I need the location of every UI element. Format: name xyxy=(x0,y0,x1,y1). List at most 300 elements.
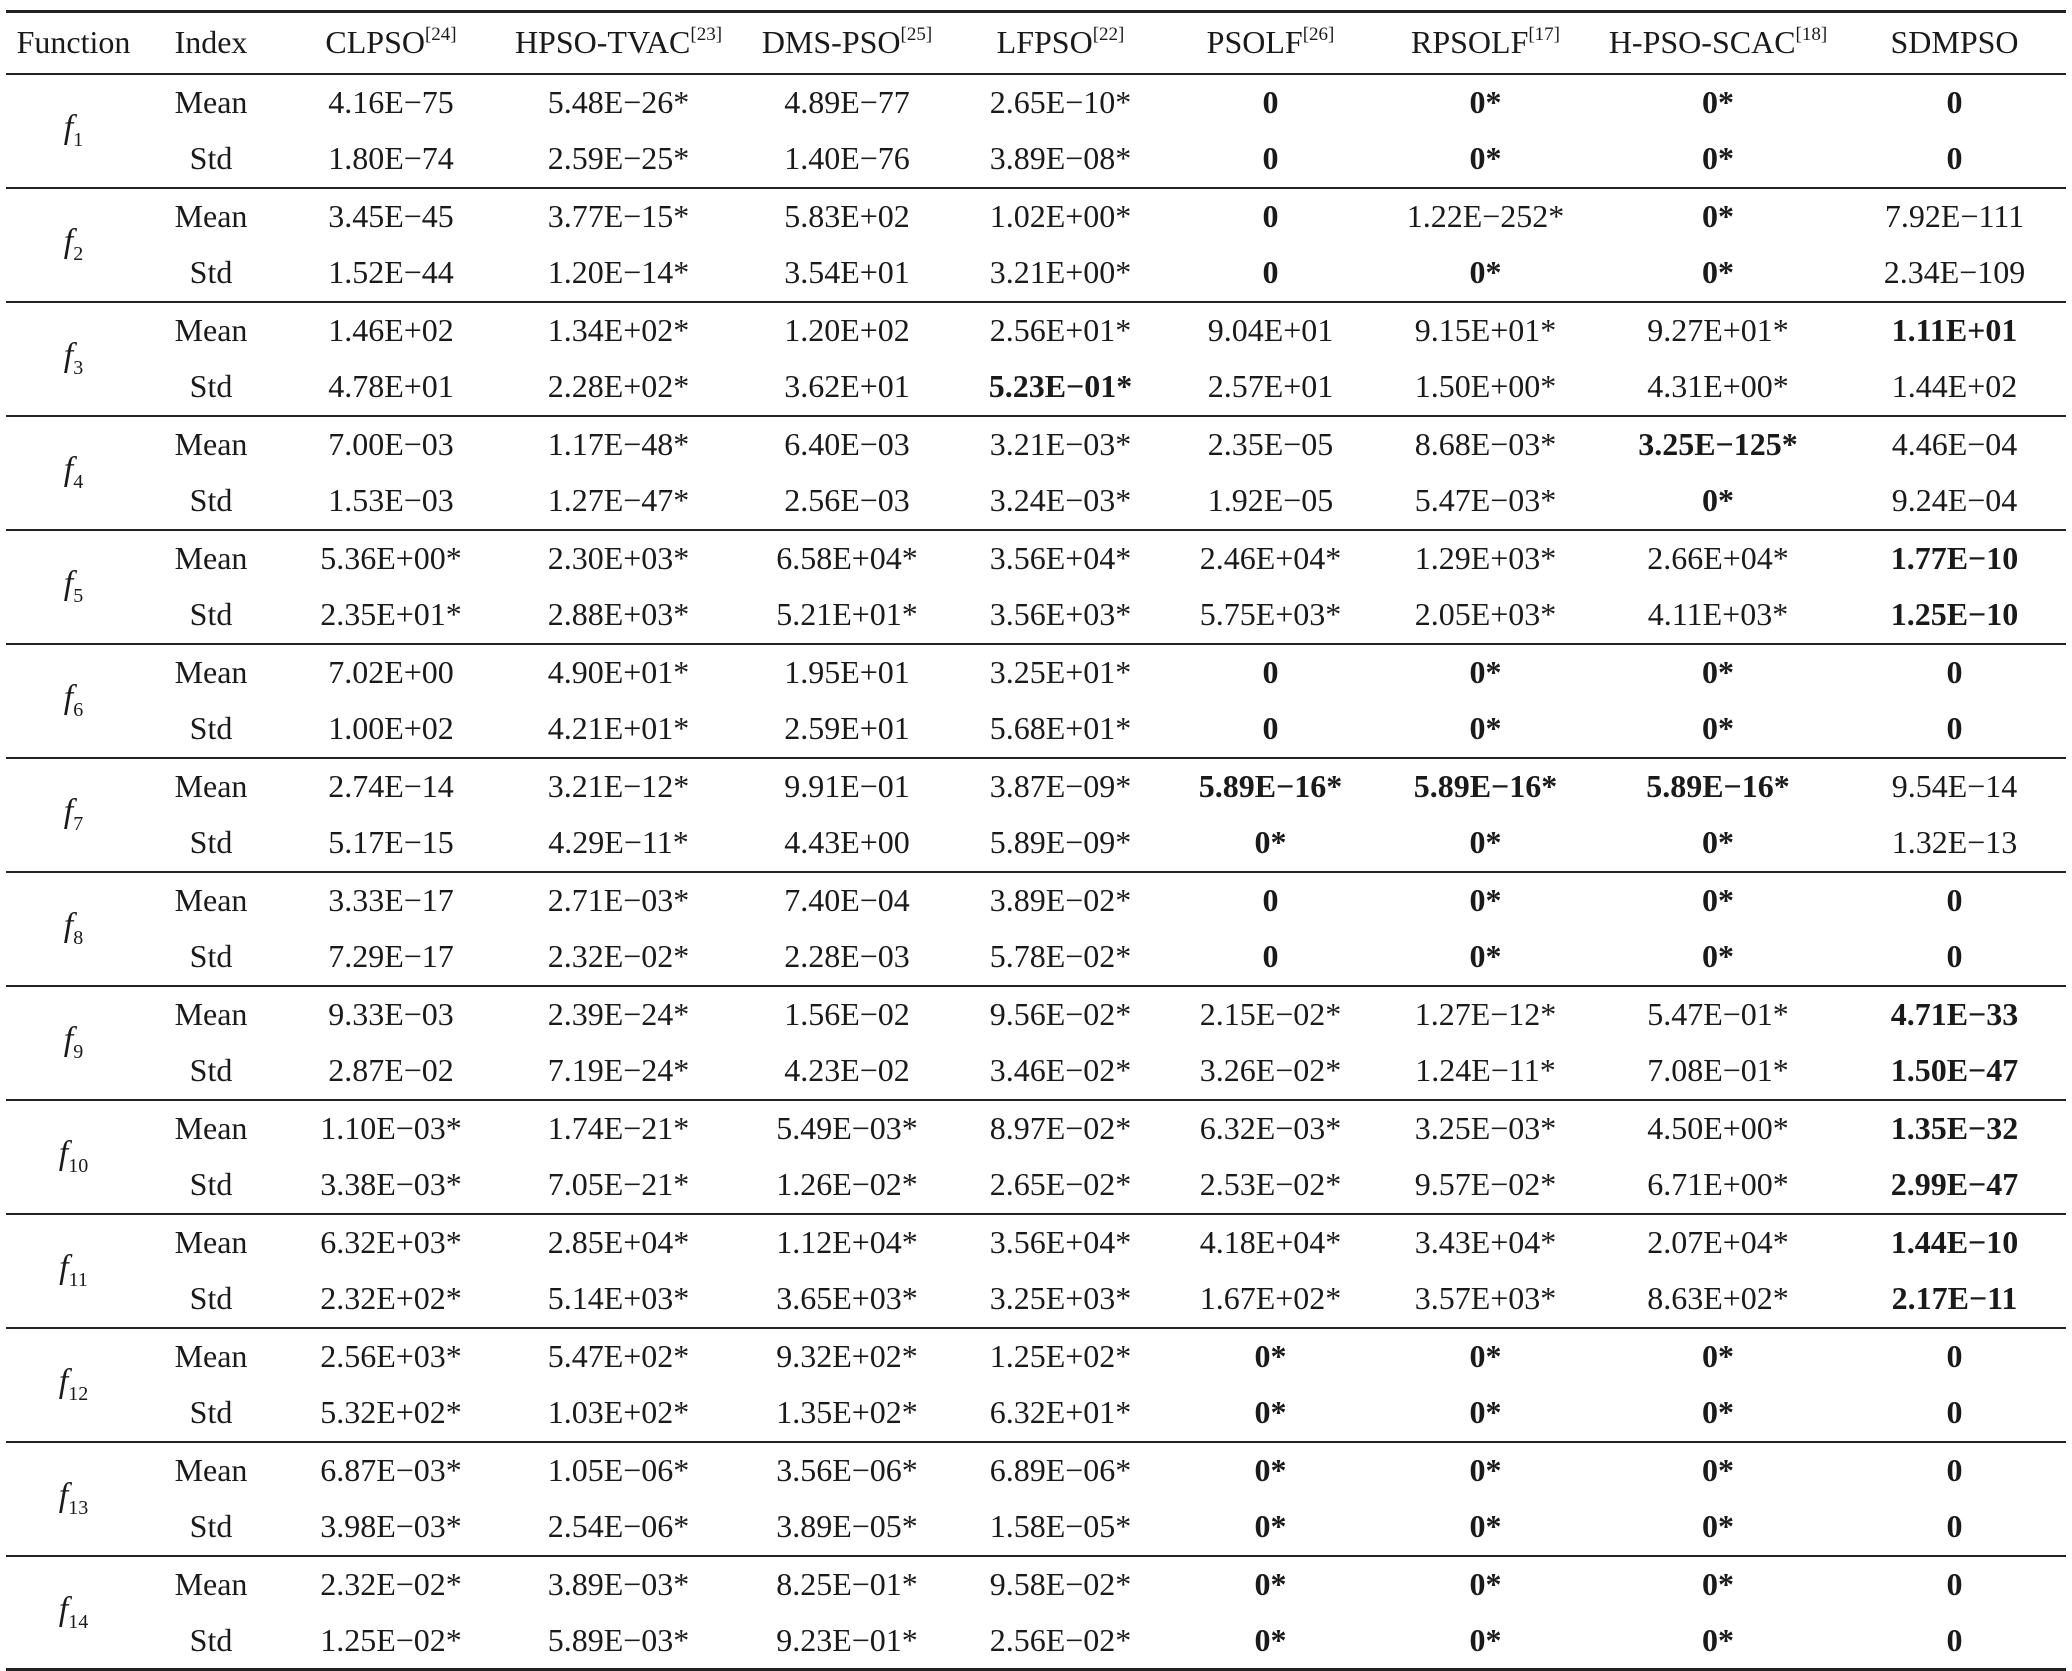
value-cell: 2.15E−02* xyxy=(1199,996,1342,1032)
value-cell: 5.36E+00* xyxy=(320,540,462,576)
value-cell: 1.24E−11* xyxy=(1378,1043,1593,1100)
table-row xyxy=(6,188,2066,245)
best-value: 0* xyxy=(1254,1394,1287,1430)
best-value: 0* xyxy=(1469,824,1502,860)
index-cell: Mean xyxy=(174,426,248,462)
index-cell: Mean xyxy=(174,1224,248,1260)
index-cell: Mean xyxy=(174,540,248,576)
value-cell: 2.71E−03* xyxy=(547,882,690,918)
value-cell: 5.89E−03* xyxy=(501,1613,736,1670)
column-header-index xyxy=(141,12,281,74)
index-cell: Std xyxy=(141,245,281,302)
value-cell: 3.89E−05* xyxy=(736,1499,958,1556)
column-header-clpso xyxy=(281,12,501,74)
value-cell xyxy=(1163,872,1378,929)
best-value: 1.50E−47 xyxy=(1890,1052,2019,1088)
value-cell xyxy=(1593,188,1843,245)
table-row xyxy=(6,1556,2066,1613)
best-value: 0* xyxy=(1702,710,1734,746)
function-subscript: 6 xyxy=(73,699,84,721)
best-value: 5.23E−01* xyxy=(988,368,1133,404)
value-cell: 6.71E+00* xyxy=(1593,1157,1843,1214)
value-cell: 1.17E−48* xyxy=(547,426,690,462)
value-cell xyxy=(1163,701,1378,758)
function-symbol: f xyxy=(58,1590,69,1628)
value-cell: 1.53E−03 xyxy=(281,473,501,530)
best-value: 0* xyxy=(1469,882,1502,918)
value-cell xyxy=(1843,1271,2066,1328)
value-cell: 1.58E−05* xyxy=(958,1499,1163,1556)
best-value: 0* xyxy=(1469,1566,1502,1602)
table-row xyxy=(6,302,2066,359)
function-subscript: 14 xyxy=(68,1610,89,1633)
value-cell: 3.65E+03* xyxy=(736,1271,958,1328)
value-cell: 7.29E−17 xyxy=(281,929,501,986)
table-row xyxy=(6,872,2066,929)
value-cell: 5.75E+03* xyxy=(1163,587,1378,644)
best-value: 4.71E−33 xyxy=(1890,996,2019,1032)
best-value: 0* xyxy=(1702,84,1734,120)
function-subscript: 9 xyxy=(73,1041,84,1063)
value-cell xyxy=(958,359,1163,416)
function-label xyxy=(6,416,141,530)
value-cell: 3.21E−12* xyxy=(547,768,690,804)
value-cell: 4.90E+01* xyxy=(547,654,690,690)
index-cell: Std xyxy=(141,1385,281,1442)
value-cell: 9.15E+01* xyxy=(1414,312,1557,348)
value-cell: 3.21E−03* xyxy=(989,426,1132,462)
value-cell: 7.19E−24* xyxy=(501,1043,736,1100)
value-cell: 1.35E+02* xyxy=(736,1385,958,1442)
value-cell: 1.50E+00* xyxy=(1378,359,1593,416)
value-cell xyxy=(1843,302,2066,359)
table-row xyxy=(6,1385,2066,1442)
table-row xyxy=(6,1613,2066,1670)
value-cell xyxy=(1843,1100,2066,1157)
value-cell: 5.14E+03* xyxy=(501,1271,736,1328)
index-cell: Std xyxy=(141,359,281,416)
value-cell xyxy=(1843,1442,2066,1499)
column-header-lfpso xyxy=(958,12,1163,74)
best-value: 0* xyxy=(1702,1452,1734,1488)
value-cell: 2.35E+01* xyxy=(281,587,501,644)
best-value: 0* xyxy=(1469,1394,1502,1430)
best-value: 0* xyxy=(1469,84,1502,120)
column-header-label: SDMPSO xyxy=(1890,24,2019,61)
value-cell: 4.29E−11* xyxy=(501,815,736,872)
function-label xyxy=(6,986,141,1100)
value-cell xyxy=(1593,1328,1843,1385)
value-cell xyxy=(1163,1442,1378,1499)
value-cell: 2.54E−06* xyxy=(501,1499,736,1556)
function-symbol: f xyxy=(63,1021,74,1058)
function-subscript: 13 xyxy=(68,1497,89,1519)
function-label xyxy=(6,1214,141,1328)
best-value: 0 xyxy=(1946,1394,1963,1430)
function-subscript: 12 xyxy=(68,1383,89,1405)
best-value: 1.77E−10 xyxy=(1890,540,2019,576)
best-value: 0 xyxy=(1946,140,1963,176)
value-cell: 1.25E+02* xyxy=(989,1338,1132,1374)
best-value: 0 xyxy=(1946,654,1963,690)
value-cell: 5.17E−15 xyxy=(281,815,501,872)
best-value: 0 xyxy=(1262,198,1279,234)
value-cell: 1.27E−47* xyxy=(501,473,736,530)
value-cell xyxy=(1378,74,1593,131)
index-cell: Std xyxy=(141,131,281,188)
best-value: 0* xyxy=(1702,1338,1734,1374)
value-cell: 6.32E−03* xyxy=(1199,1110,1342,1146)
value-cell xyxy=(1163,929,1378,986)
value-cell: 3.56E+04* xyxy=(989,540,1132,576)
value-cell xyxy=(1163,131,1378,188)
column-header-h-pso-scac xyxy=(1593,12,1843,74)
value-cell: 4.21E+01* xyxy=(501,701,736,758)
value-cell xyxy=(1378,1499,1593,1556)
function-label xyxy=(6,644,141,758)
best-value: 0* xyxy=(1702,198,1734,234)
value-cell: 9.56E−02* xyxy=(989,996,1132,1032)
function-symbol: f xyxy=(63,223,74,260)
results-table-container xyxy=(6,10,2066,1671)
value-cell: 2.39E−24* xyxy=(547,996,690,1032)
best-value: 0* xyxy=(1469,1508,1502,1544)
function-subscript: 10 xyxy=(68,1155,89,1177)
value-cell xyxy=(1843,872,2066,929)
value-cell: 3.89E−02* xyxy=(989,882,1132,918)
value-cell: 1.56E−02 xyxy=(784,996,910,1032)
value-cell: 4.43E+00 xyxy=(736,815,958,872)
best-value: 0* xyxy=(1254,1452,1287,1488)
function-label xyxy=(6,530,141,644)
value-cell: 7.08E−01* xyxy=(1593,1043,1843,1100)
value-cell: 1.02E+00* xyxy=(989,198,1132,234)
function-symbol: f xyxy=(63,679,74,716)
best-value: 1.44E−10 xyxy=(1890,1224,2019,1260)
value-cell: 1.44E+02 xyxy=(1843,359,2066,416)
function-label xyxy=(6,1442,141,1556)
value-cell xyxy=(1378,131,1593,188)
value-cell: 3.43E+04* xyxy=(1414,1224,1557,1260)
value-cell xyxy=(1593,701,1843,758)
value-cell: 8.97E−02* xyxy=(989,1110,1132,1146)
value-cell xyxy=(1593,1442,1843,1499)
value-cell: 4.50E+00* xyxy=(1647,1110,1789,1146)
table-row xyxy=(6,1214,2066,1271)
value-cell: 8.68E−03* xyxy=(1414,426,1557,462)
value-cell: 5.78E−02* xyxy=(958,929,1163,986)
value-cell xyxy=(1843,1556,2066,1613)
value-cell xyxy=(1593,872,1843,929)
value-cell: 3.98E−03* xyxy=(281,1499,501,1556)
value-cell: 7.05E−21* xyxy=(501,1157,736,1214)
value-cell: 5.48E−26* xyxy=(547,84,690,120)
value-cell: 3.46E−02* xyxy=(958,1043,1163,1100)
value-cell: 2.65E−10* xyxy=(989,84,1132,120)
value-cell xyxy=(1843,1328,2066,1385)
table-row xyxy=(6,131,2066,188)
best-value: 0* xyxy=(1702,254,1734,290)
value-cell: 1.10E−03* xyxy=(320,1110,462,1146)
value-cell xyxy=(1843,1385,2066,1442)
value-cell: 4.11E+03* xyxy=(1593,587,1843,644)
function-symbol: f xyxy=(63,109,74,146)
value-cell: 3.56E+03* xyxy=(958,587,1163,644)
column-header-sdmpso xyxy=(1843,12,2066,74)
index-cell: Mean xyxy=(174,768,248,804)
value-cell: 2.88E+03* xyxy=(501,587,736,644)
value-cell: 1.03E+02* xyxy=(501,1385,736,1442)
function-label xyxy=(6,74,141,188)
value-cell: 3.21E+00* xyxy=(958,245,1163,302)
value-cell: 3.25E+01* xyxy=(989,654,1132,690)
column-header-label: H-PSO-SCAC xyxy=(1608,24,1796,61)
value-cell xyxy=(1843,1613,2066,1670)
value-cell: 2.74E−14 xyxy=(328,768,454,804)
value-cell xyxy=(1163,245,1378,302)
value-cell: 1.05E−06* xyxy=(547,1452,690,1488)
function-symbol: f xyxy=(58,1135,69,1172)
function-symbol: f xyxy=(58,1477,69,1514)
index-cell: Mean xyxy=(174,1338,248,1374)
value-cell: 1.00E+02 xyxy=(281,701,501,758)
value-cell xyxy=(1843,644,2066,701)
value-cell: 1.95E+01 xyxy=(784,654,910,690)
function-subscript: 1 xyxy=(73,129,84,151)
best-value: 1.35E−32 xyxy=(1890,1110,2019,1146)
value-cell xyxy=(1843,929,2066,986)
best-value: 0* xyxy=(1254,1338,1287,1374)
table-row xyxy=(6,1442,2066,1499)
value-cell xyxy=(1378,644,1593,701)
value-cell: 5.32E+02* xyxy=(281,1385,501,1442)
best-value: 0* xyxy=(1702,1621,1734,1658)
best-value: 5.89E−16* xyxy=(1198,768,1343,804)
value-cell xyxy=(1593,758,1843,815)
index-cell: Std xyxy=(141,587,281,644)
value-cell: 3.57E+03* xyxy=(1378,1271,1593,1328)
table-row xyxy=(6,758,2066,815)
function-label xyxy=(6,872,141,986)
value-cell: 2.59E−25* xyxy=(501,131,736,188)
value-cell xyxy=(1378,815,1593,872)
value-cell: 3.25E+03* xyxy=(958,1271,1163,1328)
value-cell: 1.80E−74 xyxy=(281,131,501,188)
best-value: 1.25E−10 xyxy=(1890,596,2019,632)
value-cell xyxy=(1163,644,1378,701)
function-symbol: f xyxy=(63,907,74,944)
function-subscript: 5 xyxy=(73,585,84,607)
value-cell xyxy=(1593,131,1843,188)
value-cell xyxy=(1843,131,2066,188)
value-cell xyxy=(1378,245,1593,302)
value-cell xyxy=(1593,815,1843,872)
table-body xyxy=(6,74,2066,1670)
value-cell: 2.34E−109 xyxy=(1843,245,2066,302)
value-cell: 3.45E−45 xyxy=(328,198,454,234)
best-value: 0* xyxy=(1254,1508,1287,1544)
column-header-hpso-tvac xyxy=(501,12,736,74)
table-row xyxy=(6,245,2066,302)
best-value: 0 xyxy=(1262,84,1279,120)
value-cell xyxy=(1378,1328,1593,1385)
value-cell xyxy=(1843,1214,2066,1271)
best-value: 0 xyxy=(1946,1566,1963,1602)
best-value: 2.17E−11 xyxy=(1891,1280,2018,1316)
best-value: 2.99E−47 xyxy=(1890,1166,2019,1202)
value-cell: 2.53E−02* xyxy=(1163,1157,1378,1214)
value-cell xyxy=(1593,1613,1843,1670)
value-cell: 2.57E+01 xyxy=(1163,359,1378,416)
value-cell: 5.47E−01* xyxy=(1647,996,1789,1032)
value-cell: 4.78E+01 xyxy=(281,359,501,416)
value-cell xyxy=(1593,1556,1843,1613)
best-value: 0* xyxy=(1702,140,1734,176)
value-cell: 2.85E+04* xyxy=(547,1224,690,1260)
value-cell: 3.77E−15* xyxy=(547,198,690,234)
best-value: 0* xyxy=(1702,1508,1734,1544)
index-cell: Std xyxy=(141,929,281,986)
value-cell: 9.58E−02* xyxy=(989,1566,1132,1602)
value-cell xyxy=(1593,1499,1843,1556)
best-value: 0* xyxy=(1469,140,1502,176)
value-cell: 6.40E−03 xyxy=(784,426,910,462)
value-cell: 1.29E+03* xyxy=(1414,540,1557,576)
value-cell xyxy=(1843,701,2066,758)
value-cell: 1.26E−02* xyxy=(736,1157,958,1214)
function-symbol: f xyxy=(63,793,74,830)
value-cell: 2.56E−03 xyxy=(736,473,958,530)
value-cell xyxy=(1593,1385,1843,1442)
value-cell: 1.74E−21* xyxy=(547,1110,690,1146)
best-value: 0* xyxy=(1469,1452,1502,1488)
value-cell: 9.91E−01 xyxy=(784,768,910,804)
value-cell: 6.32E+03* xyxy=(320,1224,462,1260)
value-cell: 5.68E+01* xyxy=(958,701,1163,758)
column-header-label: PSOLF xyxy=(1206,24,1303,61)
value-cell: 5.47E−03* xyxy=(1378,473,1593,530)
best-value: 0* xyxy=(1702,654,1734,690)
function-symbol: f xyxy=(58,1363,69,1400)
index-cell: Mean xyxy=(174,198,248,234)
value-cell: 2.30E+03* xyxy=(547,540,690,576)
value-cell: 2.28E+02* xyxy=(501,359,736,416)
column-header-label: DMS-PSO xyxy=(761,24,901,61)
index-cell: Mean xyxy=(174,312,248,348)
best-value: 0* xyxy=(1254,1621,1287,1658)
column-header-function xyxy=(6,12,141,74)
table-row xyxy=(6,701,2066,758)
citation-ref: [24] xyxy=(424,24,457,46)
value-cell: 3.25E−03* xyxy=(1414,1110,1557,1146)
value-cell: 7.40E−04 xyxy=(784,882,910,918)
table-row xyxy=(6,587,2066,644)
table-row xyxy=(6,359,2066,416)
value-cell: 9.54E−14 xyxy=(1891,768,2018,804)
function-label xyxy=(6,1328,141,1442)
index-cell: Std xyxy=(141,1271,281,1328)
function-subscript: 3 xyxy=(73,357,84,379)
function-subscript: 7 xyxy=(73,813,84,835)
column-header-label: Function xyxy=(16,24,131,61)
citation-ref: [22] xyxy=(1092,24,1125,46)
value-cell: 6.87E−03* xyxy=(320,1452,462,1488)
value-cell: 9.23E−01* xyxy=(736,1613,958,1670)
value-cell: 3.56E−06* xyxy=(776,1452,918,1488)
value-cell: 2.56E−02* xyxy=(958,1613,1163,1670)
function-subscript: 8 xyxy=(73,927,84,949)
column-header-label: RPSOLF xyxy=(1410,24,1529,61)
value-cell: 1.92E−05 xyxy=(1163,473,1378,530)
value-cell: 7.92E−111 xyxy=(1884,198,2025,234)
value-cell: 1.25E−02* xyxy=(281,1613,501,1670)
value-cell: 3.89E−08* xyxy=(958,131,1163,188)
citation-ref: [17] xyxy=(1528,24,1561,46)
function-symbol: f xyxy=(59,1249,69,1286)
index-cell: Std xyxy=(141,1499,281,1556)
value-cell: 5.21E+01* xyxy=(736,587,958,644)
column-header-label: CLPSO xyxy=(325,24,425,61)
function-symbol: f xyxy=(63,451,74,488)
index-cell: Std xyxy=(141,701,281,758)
function-subscript: 11 xyxy=(68,1269,88,1291)
best-value: 0 xyxy=(1946,84,1963,120)
value-cell: 1.12E+04* xyxy=(776,1224,918,1260)
value-cell: 2.32E−02* xyxy=(320,1566,462,1602)
value-cell xyxy=(1593,929,1843,986)
value-cell xyxy=(1843,1043,2066,1100)
value-cell: 4.18E+04* xyxy=(1199,1224,1342,1260)
best-value: 3.25E−125* xyxy=(1638,426,1798,462)
value-cell xyxy=(1163,1499,1378,1556)
value-cell xyxy=(1163,1613,1378,1670)
best-value: 0* xyxy=(1702,824,1734,860)
value-cell xyxy=(1378,1556,1593,1613)
value-cell xyxy=(1378,1442,1593,1499)
header-row xyxy=(6,12,2066,74)
best-value: 1.11E+01 xyxy=(1891,312,2018,348)
value-cell: 1.22E−252* xyxy=(1406,198,1565,234)
value-cell xyxy=(1163,1328,1378,1385)
best-value: 0 xyxy=(1946,1508,1963,1544)
value-cell xyxy=(1378,929,1593,986)
best-value: 0* xyxy=(1702,1566,1734,1602)
value-cell xyxy=(1378,872,1593,929)
table-row xyxy=(6,1328,2066,1385)
value-cell: 9.04E+01 xyxy=(1207,312,1334,348)
best-value: 0 xyxy=(1946,1621,1963,1658)
value-cell: 3.56E+04* xyxy=(989,1224,1132,1260)
value-cell: 2.32E+02* xyxy=(281,1271,501,1328)
value-cell: 4.46E−04 xyxy=(1891,426,2018,462)
value-cell: 9.57E−02* xyxy=(1378,1157,1593,1214)
index-cell: Mean xyxy=(174,1566,248,1602)
value-cell: 4.16E−75 xyxy=(328,84,454,120)
value-cell: 3.54E+01 xyxy=(736,245,958,302)
value-cell: 8.63E+02* xyxy=(1593,1271,1843,1328)
function-symbol: f xyxy=(63,565,74,602)
value-cell: 2.59E+01 xyxy=(736,701,958,758)
value-cell: 9.27E+01* xyxy=(1647,312,1789,348)
table-row xyxy=(6,74,2066,131)
value-cell: 1.20E+02 xyxy=(784,312,910,348)
value-cell xyxy=(1593,473,1843,530)
function-label xyxy=(6,188,141,302)
results-table xyxy=(6,10,2066,1671)
value-cell: 2.28E−03 xyxy=(736,929,958,986)
best-value: 0* xyxy=(1469,938,1502,974)
value-cell: 6.89E−06* xyxy=(989,1452,1132,1488)
